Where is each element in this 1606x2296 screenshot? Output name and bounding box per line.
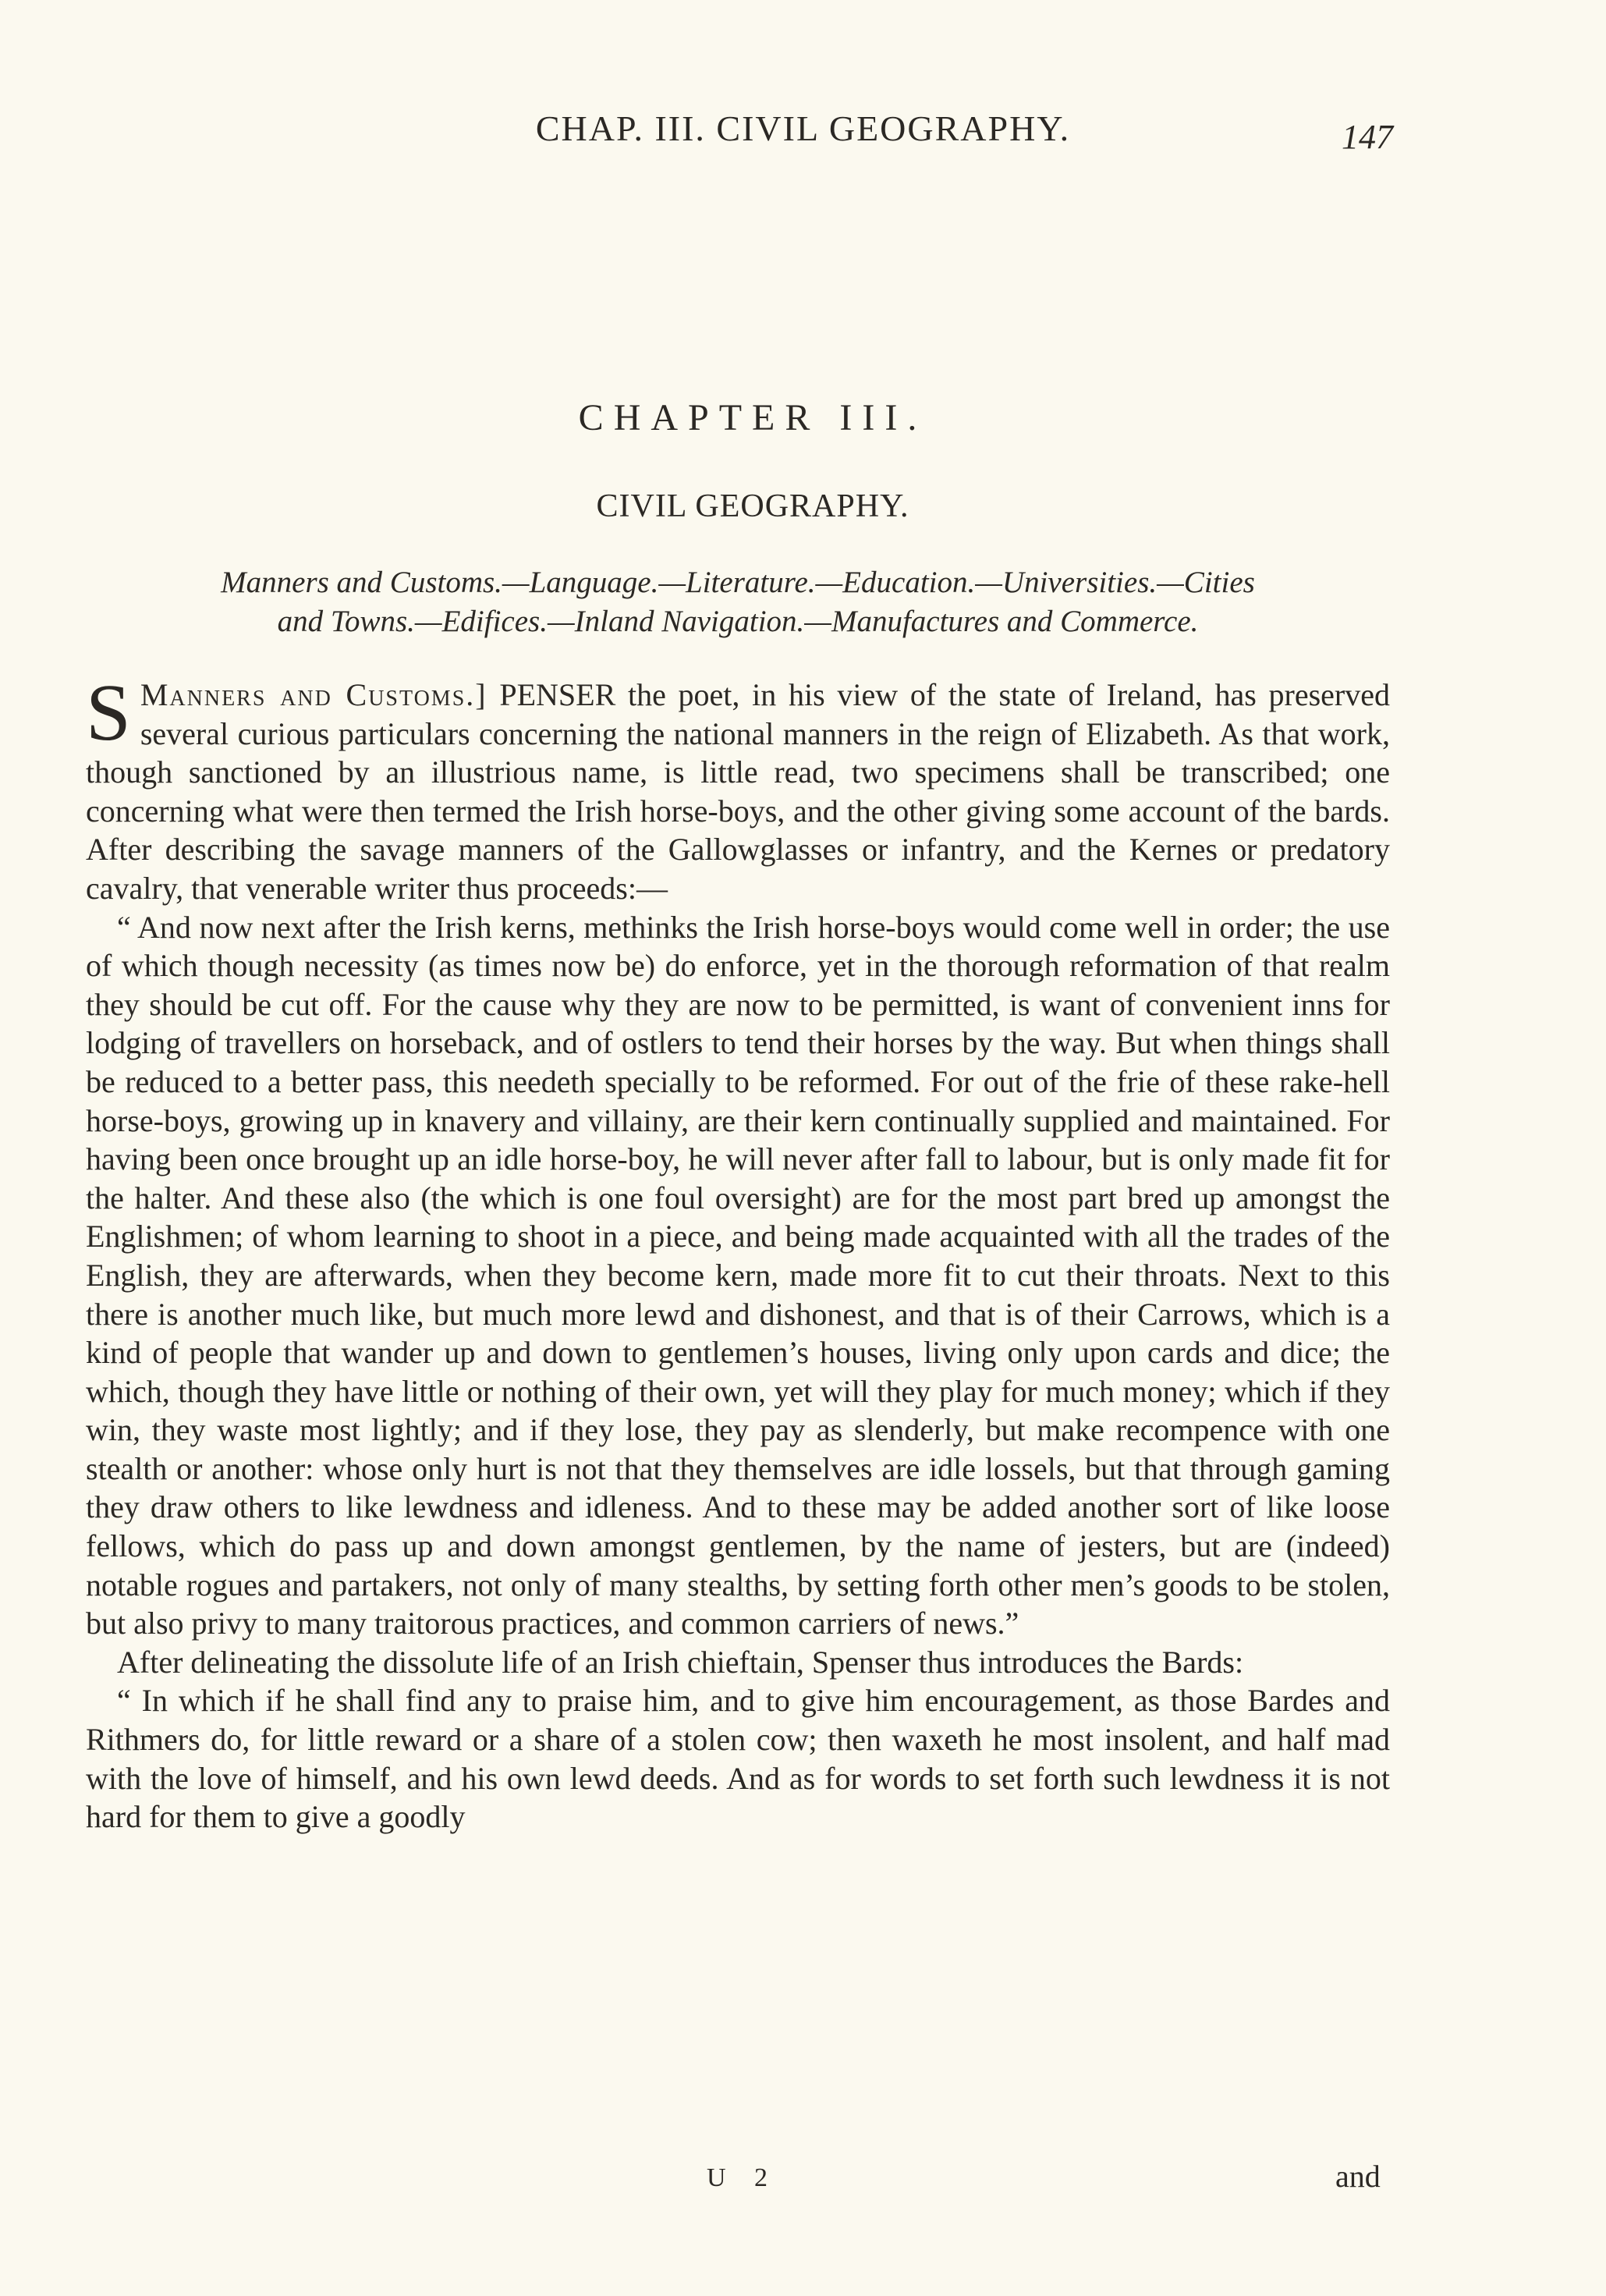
contents-line: and Towns.—Edifices.—Inland Navigation.—Manufactures and Commerce.: [277, 605, 1199, 638]
page-number: 147: [1342, 118, 1393, 156]
signature-mark: U 2: [707, 2163, 779, 2192]
body-text: [86, 668, 1390, 1836]
quotation-paragraph: “ In which if he shall find any to praise him, and to give him encouragement, as those Bardes and Rithmers do, for little reward or a share of a stolen cow; then waxeth he most insolent, and half mad with the love of himself, and his own lewd deeds. And as for words to set forth such lewdness it is not hard for them to give a goodly: [86, 1683, 1390, 1835]
paragraph-text: PENSER the poet, in his view of the state of Ireland, has preserved several curious particulars concerning the national manners in the reign of Elizabeth. As that work, though sanctioned by an illustrious name, is little read, two specimens shall be transcribed; one concerning what were then termed the Irish horse-boys, and the other giving some account of the bards. After describing the savage manners of the Gallowglasses or infantry, and the Kernes or predatory cavalry, that venerable writer thus proceeds:—: [86, 677, 1390, 906]
contents-line: Manners and Customs.—Language.—Literature.—Education.—Universities.—Cities: [221, 566, 1255, 599]
quotation-paragraph: “ And now next after the Irish kerns, methinks the Irish horse-boys would come well in order; the use of which though necessity (as times now be) do enforce, yet in the thorough reformation of that realm they should be cut off. For the cause why they are now to be permitted, is want of convenient inns for lodging of travellers on horseback, and of ostlers to tend their horses by the way. But when things shall be reduced to a better pass, this needeth specially to be reformed. For out of the frie of these rake-hell horse-boys, growing up in knavery and villainy, are their kern continually supplied and maintained. For having been once brought up an idle horse-boy, he will never after fall to labour, but is only made fit for the halter. And these also (the which is one foul oversight) are for the most part bred up amongst the Englishmen; of whom learning to shoot in a piece, and being made acquainted with all the trades of the English, they are afterwards, when they become kern, made more fit to cut their throats. Next to this there is another much like, but much more lewd and dishonest, and that is of their Carrows, which is a kind of people that wander up and down to gentlemen’s houses, living only upon cards and dice; the which, though they have little or nothing of their own, yet will they play for much money; which if they win, they waste most lightly; and if they lose, they pay as slenderly, but make recompence with one stealth or another: whose only hurt is not that they themselves are idle lossels, but that through gaming they draw others to like lewdness and idleness. And to these may be added another sort of like loose fellows, which do pass up and down amongst gentlemen, by the name of jesters, but are (indeed) notable rogues and partakers, not only of many stealths, by setting forth other men’s goods to be stolen, but also privy to many traitorous practices, and common carriers of news.”: [86, 909, 1390, 1641]
drop-cap: S: [86, 668, 131, 758]
paragraph: [86, 668, 1390, 908]
chapter-subtitle: CIVIL GEOGRAPHY.: [596, 488, 909, 524]
chapter-title: CHAPTER III.: [578, 397, 927, 438]
chapter-contents: [86, 563, 1390, 641]
catchword: and: [1335, 2159, 1381, 2194]
paragraph: After delineating the dissolute life of an Irish chieftain, Spenser thus introduces the Bards:: [117, 1644, 1244, 1680]
running-head: CHAP. III. CIVIL GEOGRAPHY.: [535, 108, 1071, 148]
section-head: Manners and Customs.]: [140, 677, 487, 712]
